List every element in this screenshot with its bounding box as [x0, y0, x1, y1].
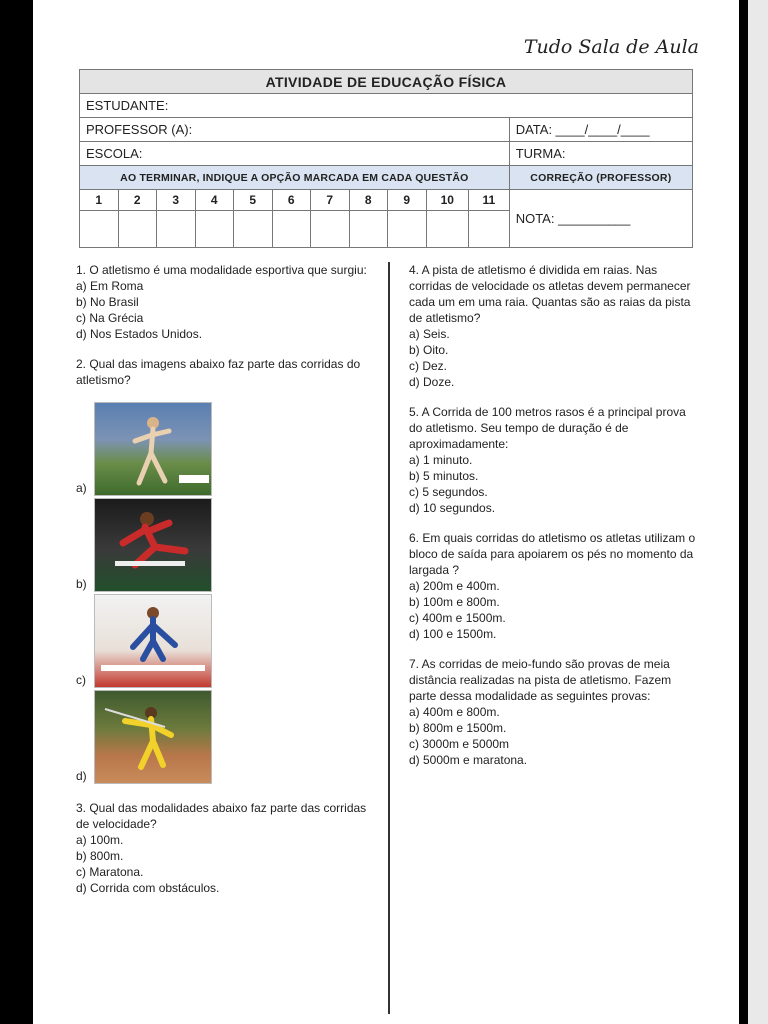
answer-box[interactable] — [349, 211, 388, 248]
image-option-b[interactable] — [76, 498, 376, 594]
answer-box[interactable] — [426, 211, 469, 248]
answer-number: 10 — [426, 190, 469, 211]
answer-box[interactable] — [272, 211, 311, 248]
option[interactable]: a) 400m e 800m. — [409, 705, 500, 719]
answer-box[interactable] — [234, 211, 273, 248]
option[interactable]: b) 800m. — [76, 849, 124, 863]
option[interactable]: d) Nos Estados Unidos. — [76, 327, 203, 341]
hurdler-figure — [95, 499, 211, 591]
answer-number: 9 — [388, 190, 427, 211]
option[interactable]: d) 100 e 1500m. — [409, 627, 497, 641]
option[interactable]: b) No Brasil — [76, 295, 139, 309]
answer-box[interactable] — [157, 211, 196, 248]
option-label: b) — [76, 577, 87, 591]
hurdles-photo — [94, 498, 212, 592]
option[interactable]: c) Maratona. — [76, 865, 144, 879]
class-field[interactable]: TURMA: — [509, 142, 692, 166]
answer-number: 4 — [195, 190, 234, 211]
question-6 — [409, 530, 699, 642]
option[interactable]: c) 5 segundos. — [409, 485, 488, 499]
option[interactable]: b) 100m e 800m. — [409, 595, 500, 609]
option[interactable]: c) Na Grécia — [76, 311, 144, 325]
grade-field[interactable]: NOTA: __________ — [509, 190, 692, 248]
option[interactable]: b) 5 minutos. — [409, 469, 479, 483]
question-3 — [76, 800, 376, 896]
option[interactable]: b) Oito. — [409, 343, 449, 357]
option[interactable]: a) Seis. — [409, 327, 450, 341]
question-text: 2. Qual das imagens abaixo faz parte das corridas do atletismo? — [76, 357, 361, 387]
question-text: 6. Em quais corridas do atletismo os atletas utilizam o bloco de saída para apoiarem os pés no momento da largada ? — [409, 531, 696, 577]
answer-number: 6 — [272, 190, 311, 211]
question-1 — [76, 262, 376, 342]
question-5 — [409, 404, 699, 516]
option[interactable]: d) Corrida com obstáculos. — [76, 881, 220, 895]
question-text: 5. A Corrida de 100 metros rasos é a principal prova do atletismo. Seu tempo de duração é de aproximadamente: — [409, 405, 686, 451]
answer-number: 7 — [311, 190, 350, 211]
option[interactable]: c) 400m e 1500m. — [409, 611, 506, 625]
runner-figure — [95, 403, 211, 495]
answer-number: 2 — [118, 190, 157, 211]
answer-instruction: AO TERMINAR, INDIQUE A OPÇÃO MARCADA EM CADA QUESTÃO — [80, 166, 510, 190]
question-text: 3. Qual das modalidades abaixo faz parte das corridas de velocidade? — [76, 801, 367, 831]
answer-box[interactable] — [118, 211, 157, 248]
option[interactable]: d) 5000m e maratona. — [409, 753, 528, 767]
option[interactable]: b) 800m e 1500m. — [409, 721, 507, 735]
question-text: 4. A pista de atletismo é dividida em raias. Nas corridas de velocidade os atletas devem permanecer cada um em uma raia. Quantas são as raias da pista de atletismo? — [409, 263, 691, 325]
question-4 — [409, 262, 699, 390]
option-label: c) — [76, 673, 86, 687]
question-text: 7. As corridas de meio-fundo são provas de meia distância realizadas na pista de atletismo. Fazem parte dessa modalidade as seguintes provas: — [409, 657, 672, 703]
correction-header: CORREÇÃO (PROFESSOR) — [509, 166, 692, 190]
school-field[interactable]: ESCOLA: — [80, 142, 510, 166]
option[interactable]: a) 200m e 400m. — [409, 579, 500, 593]
option[interactable]: d) 10 segundos. — [409, 501, 496, 515]
brand-logo: Tudo Sala de Aula — [523, 36, 699, 58]
answer-box[interactable] — [195, 211, 234, 248]
answer-box[interactable] — [311, 211, 350, 248]
high-jump-photo — [94, 594, 212, 688]
option[interactable]: d) Doze. — [409, 375, 455, 389]
worksheet-page — [33, 0, 739, 1024]
question-text: 1. O atletismo é uma modalidade esportiva que surgiu: — [76, 263, 367, 277]
image-option-c[interactable] — [76, 594, 376, 690]
option[interactable]: c) 3000m e 5000m — [409, 737, 510, 751]
option-label: a) — [76, 481, 87, 495]
javelin-figure — [95, 691, 211, 783]
student-field[interactable]: ESTUDANTE: — [80, 94, 693, 118]
answer-number: 3 — [157, 190, 196, 211]
option[interactable]: a) 100m. — [76, 833, 124, 847]
hurdler-photo — [94, 402, 212, 496]
jumper-figure — [95, 595, 211, 687]
date-field[interactable]: DATA: ____/____/____ — [509, 118, 692, 142]
javelin-photo — [94, 690, 212, 784]
right-column — [409, 262, 699, 768]
right-margin-strip — [748, 0, 768, 1024]
option[interactable]: c) Dez. — [409, 359, 448, 373]
answer-box[interactable] — [469, 211, 510, 248]
answer-box[interactable] — [80, 211, 119, 248]
teacher-field[interactable]: PROFESSOR (A): — [80, 118, 510, 142]
answer-number: 5 — [234, 190, 273, 211]
option[interactable]: a) 1 minuto. — [409, 453, 473, 467]
answer-number: 1 — [80, 190, 119, 211]
option[interactable]: a) Em Roma — [76, 279, 144, 293]
left-column — [76, 262, 376, 896]
header-table — [79, 69, 693, 248]
image-option-a[interactable] — [76, 402, 376, 498]
answer-number: 8 — [349, 190, 388, 211]
question-2 — [76, 356, 376, 786]
answer-box[interactable] — [388, 211, 427, 248]
image-option-d[interactable] — [76, 690, 376, 786]
option-label: d) — [76, 769, 87, 783]
question-7 — [409, 656, 699, 768]
column-divider — [388, 262, 390, 1014]
worksheet-title: ATIVIDADE DE EDUCAÇÃO FÍSICA — [80, 70, 693, 94]
answer-number: 11 — [469, 190, 510, 211]
